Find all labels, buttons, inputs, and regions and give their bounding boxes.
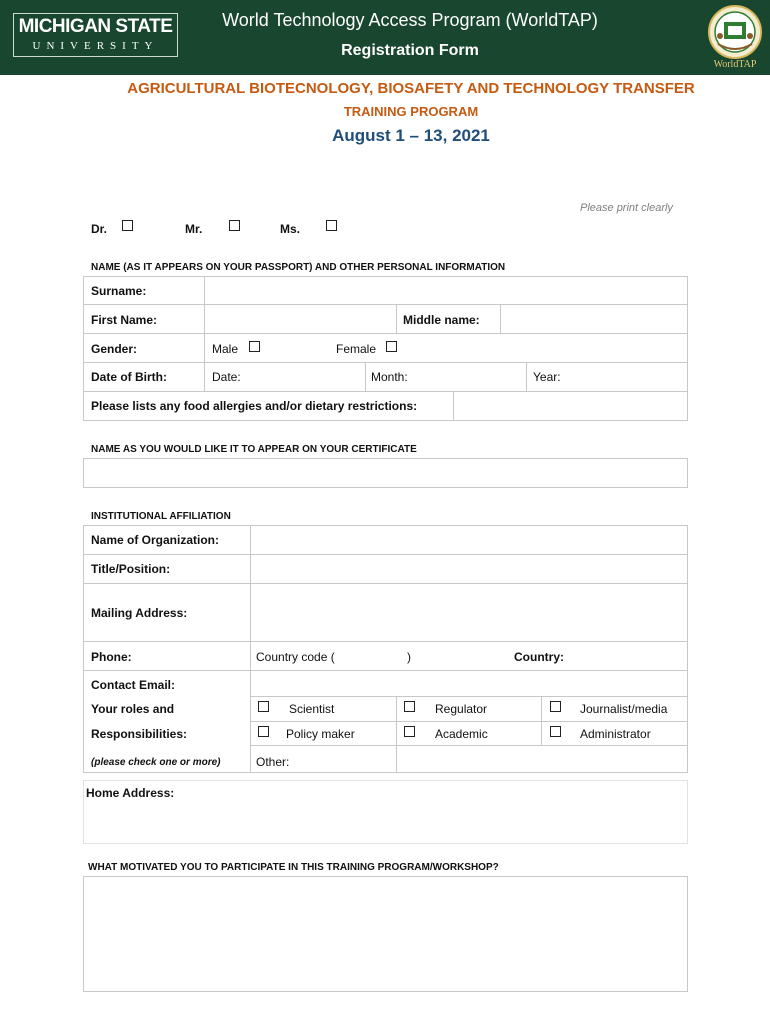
- dob-month-label: Month:: [371, 370, 408, 384]
- mailing-address-field[interactable]: [252, 585, 686, 639]
- role-regulator-label: Regulator: [435, 702, 488, 716]
- role-academic-checkbox[interactable]: [404, 726, 415, 737]
- title-dr-label: Dr.: [91, 222, 108, 236]
- form-title: World Technology Access Program (WorldTAP): [222, 10, 598, 30]
- title-mr-label: Mr.: [185, 222, 203, 236]
- gender-female-checkbox[interactable]: [386, 341, 397, 352]
- surname-label: Surname:: [91, 284, 147, 298]
- country-label: Country:: [514, 650, 564, 664]
- gender-male-label: Male: [212, 342, 239, 356]
- program-subtitle: TRAINING PROGRAM: [343, 104, 479, 119]
- contact-email-field[interactable]: [252, 672, 686, 695]
- first-name-field[interactable]: [206, 306, 394, 331]
- role-journalist-label: Journalist/media: [580, 702, 668, 716]
- dob-year-label: Year:: [533, 370, 561, 384]
- motivation-section-title: WHAT MOTIVATED YOU TO PARTICIPATE IN THIS TRAINING PROGRAM/WORKSHOP?: [88, 862, 499, 873]
- role-administrator-checkbox[interactable]: [550, 726, 561, 737]
- role-journalist-checkbox[interactable]: [550, 701, 561, 712]
- allergies-label: Please lists any food allergies and/or dietary restrictions:: [91, 399, 418, 413]
- role-regulator-checkbox[interactable]: [404, 701, 415, 712]
- title-dr-checkbox[interactable]: [122, 220, 133, 231]
- role-scientist-label: Scientist: [289, 702, 335, 716]
- program-title: AGRICULTURAL BIOTECNOLOGY, BIOSAFETY AND TECHNOLOGY TRANSFER: [127, 80, 695, 97]
- country-code-close: ): [407, 650, 411, 664]
- msu-logo: [13, 13, 178, 57]
- motivation-field[interactable]: [83, 876, 688, 992]
- gender-female-label: Female: [336, 342, 377, 356]
- dob-date-label: Date:: [212, 370, 241, 384]
- first-name-label: First Name:: [91, 313, 158, 327]
- organization-field[interactable]: [252, 527, 686, 552]
- middle-name-field[interactable]: [502, 306, 686, 331]
- title-mr-checkbox[interactable]: [229, 220, 240, 231]
- roles-label-line1: Your roles and: [91, 702, 175, 716]
- worldtap-logo-text: WorldTAP: [713, 59, 757, 70]
- contact-email-label: Contact Email:: [91, 678, 176, 692]
- surname-field[interactable]: [206, 278, 686, 303]
- certificate-name-field[interactable]: [83, 458, 688, 488]
- country-code-label: Country code (: [256, 650, 335, 664]
- allergies-field[interactable]: [455, 393, 686, 419]
- roles-note: (please check one or more): [91, 757, 221, 768]
- title-ms-checkbox[interactable]: [326, 220, 337, 231]
- dob-label: Date of Birth:: [91, 370, 167, 384]
- middle-name-label: Middle name:: [403, 313, 480, 327]
- gender-label: Gender:: [91, 342, 138, 356]
- organization-label: Name of Organization:: [91, 533, 220, 547]
- title-ms-label: Ms.: [280, 222, 301, 236]
- role-administrator-label: Administrator: [580, 727, 651, 741]
- mailing-address-label: Mailing Address:: [91, 606, 188, 620]
- msu-logo-line1: MICHIGAN STATE: [18, 16, 173, 37]
- institution-section-title: INSTITUTIONAL AFFILIATION: [91, 511, 231, 522]
- role-scientist-checkbox[interactable]: [258, 701, 269, 712]
- certificate-section-title: NAME AS YOU WOULD LIKE IT TO APPEAR ON YOUR CERTIFICATE: [91, 444, 417, 455]
- gender-male-checkbox[interactable]: [249, 341, 260, 352]
- position-field[interactable]: [252, 556, 686, 581]
- form-subtitle: Registration Form: [341, 42, 479, 59]
- phone-label: Phone:: [91, 650, 132, 664]
- role-other-label: Other:: [256, 755, 290, 769]
- program-dates: August 1 – 13, 2021: [332, 126, 490, 145]
- print-note: Please print clearly: [580, 202, 673, 214]
- role-policy-maker-checkbox[interactable]: [258, 726, 269, 737]
- personal-section-title: NAME (AS IT APPEARS ON YOUR PASSPORT) AND OTHER PERSONAL INFORMATION: [91, 262, 506, 273]
- role-academic-label: Academic: [435, 727, 488, 741]
- header-banner: [0, 0, 770, 75]
- role-policy-maker-label: Policy maker: [286, 727, 355, 741]
- role-other-field[interactable]: [398, 747, 686, 771]
- roles-label-line2: Responsibilities:: [91, 727, 188, 741]
- msu-logo-line2: UNIVERSITY: [32, 40, 159, 52]
- position-label: Title/Position:: [91, 562, 171, 576]
- home-address-label: Home Address:: [86, 786, 175, 800]
